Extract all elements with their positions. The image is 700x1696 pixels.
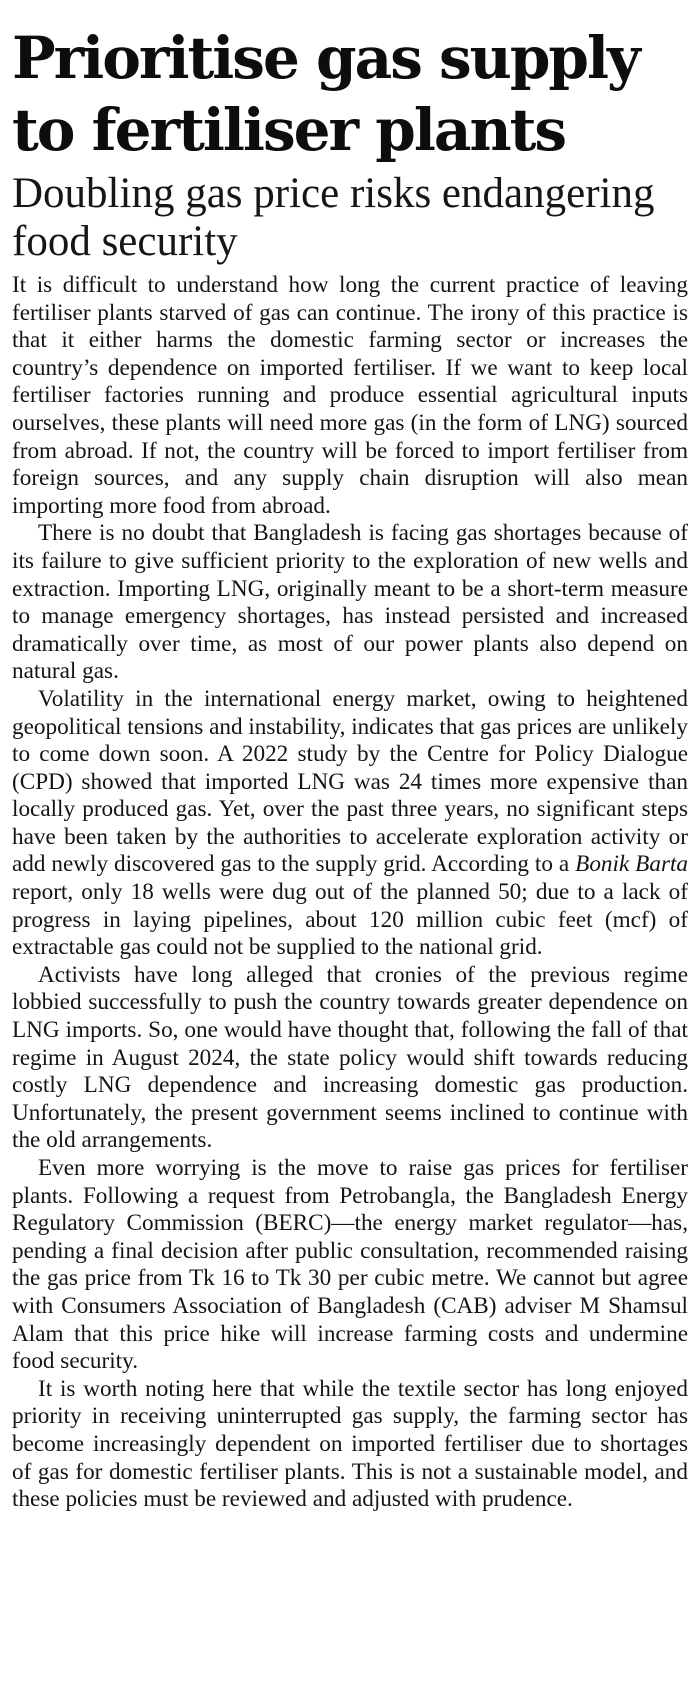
subheadline: Doubling gas price risks endangering food security [12,170,655,265]
paragraph-2: There is no doubt that Bangladesh is facing gas shortages because of its failure to give sufficient priority to the exploration of new wells and extraction. Importing LNG, originally meant to be a short-term measure to manage emergency shortages, has instead persisted and increased dramatically over time, as most of our power plants also depend on natural gas. [12,520,688,685]
paragraph-3-text-after: report, only 18 wells were dug out of the planned 50; due to a lack of progress in laying pipelines, about 120 million cubic feet (mcf) of extractable gas could not be supplied to the national grid. [12,879,688,961]
publication-name: Bonik Barta [575,851,689,878]
headline: Prioritise gas supply to fertiliser plants [12,24,639,164]
paragraph-4: Activists have long alleged that cronies of the previous regime lobbied successfully to push the country towards greater dependence on LNG imports. So, one would have thought that, following the fall of that regime in August 2024, the state policy would shift towards reducing costly LNG dependence and increasing domestic gas production. Unfortunately, the present government seems inclined to continue with the old arrangements. [12,961,688,1154]
paragraph-3 [12,686,688,962]
paragraph-6: It is worth noting here that while the textile sector has long enjoyed priority in receiving uninterrupted gas supply, the farming sector has become increasingly dependent on imported fertiliser due to shortages of gas for domestic fertiliser plants. This is not a sustainable model, and these policies must be reviewed and adjusted with prudence. [12,1375,688,1513]
paragraph-1: It is difficult to understand how long the current practice of leaving fertiliser plants starved of gas can continue. The irony of this practice is that it either harms the domestic farming sector or increases the country’s dependence on imported fertiliser. If we want to keep local fertiliser factories running and produce essential agricultural inputs ourselves, these plants will need more gas (in the form of LNG) sourced from abroad. If not, the country will be forced to import fertiliser from foreign sources, and any supply chain disruption will also mean importing more food from abroad. [12,272,688,519]
paragraph-5: Even more worrying is the move to raise gas prices for fertiliser plants. Following a request from Petrobangla, the Bangladesh Energy Regulatory Commission (BERC)—the energy market regulator—has, pending a final decision after public consultation, recommended raising the gas price from Tk 16 to Tk 30 per cubic metre. We cannot but agree with Consumers Association of Bangladesh (CAB) adviser M Shamsul Alam that this price hike will increase farming costs and undermine food security. [12,1155,688,1375]
paragraph-3-text-before: Volatility in the international energy market, owing to heightened geopolitical tensions and instability, indicates that gas prices are unlikely to come down soon. A 2022 study by the Centre for Policy Dialogue (CPD) showed that imported LNG was 24 times more expensive than locally produced gas. Yet, over the past three years, no significant steps have been taken by the authorities to accelerate exploration activity or add newly discovered gas to the supply grid. According to a [12,685,688,878]
article-body [12,272,688,1514]
